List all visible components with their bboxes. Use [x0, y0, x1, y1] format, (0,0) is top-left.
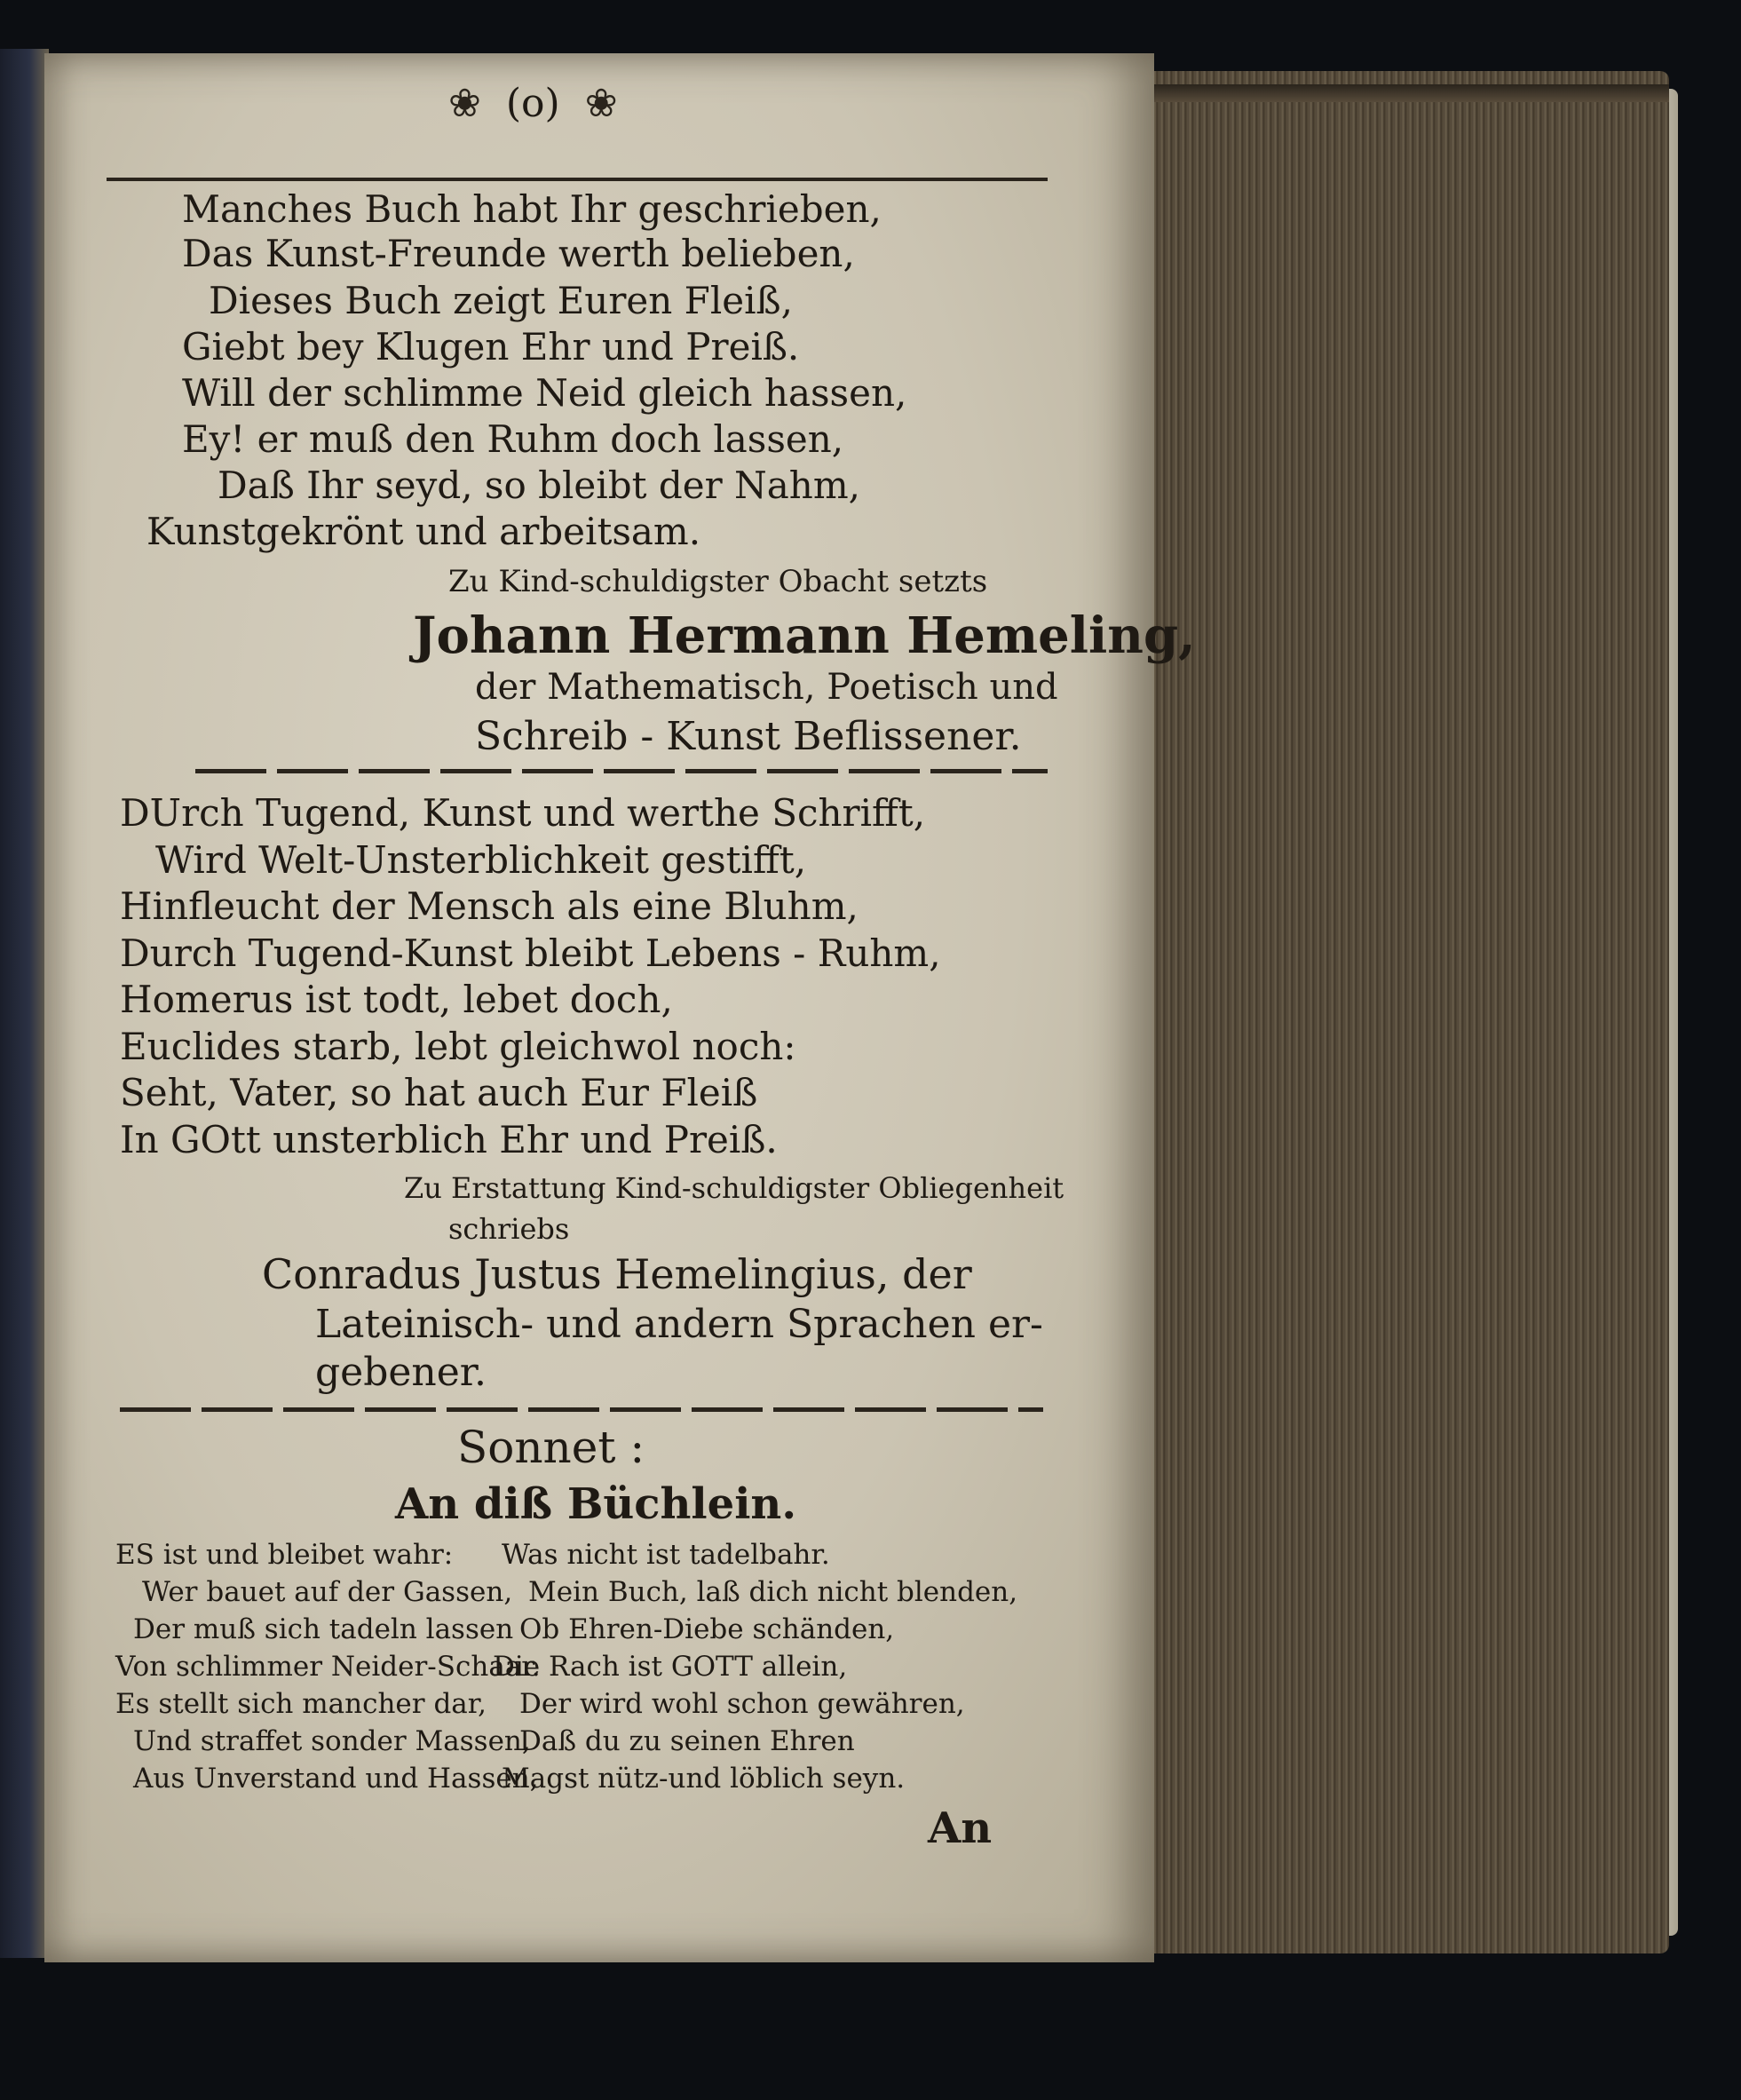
- poem-2-author: gebener.: [315, 1350, 487, 1395]
- sonnet-right-line: Was nicht ist tadelbahr.: [502, 1539, 830, 1571]
- sonnet-left-line: Aus Unverstand und Hassen,: [133, 1763, 539, 1795]
- sonnet-subtitle: An diß Büchlein.: [395, 1479, 797, 1529]
- sonnet-right-line: Ob Ehren-Diebe schänden,: [519, 1613, 895, 1645]
- sonnet-left-line: Es stellt sich mancher dar,: [115, 1688, 487, 1720]
- poem-1-line: Giebt bey Klugen Ehr und Preiß.: [182, 325, 800, 368]
- page-block-edges: [1145, 71, 1669, 1953]
- poem-1-line: Manches Buch habt Ihr geschrieben,: [182, 187, 882, 231]
- sonnet-left-line: Der muß sich tadeln lassen: [133, 1613, 514, 1645]
- page-header: [448, 81, 618, 126]
- printed-page: [44, 53, 1196, 1962]
- poem-1-line: Kunstgekrönt und arbeitsam.: [146, 510, 701, 553]
- sonnet-title: Sonnet :: [457, 1422, 645, 1473]
- sonnet-right-line: Die Rach ist GOTT allein,: [493, 1651, 848, 1683]
- catchword: An: [928, 1803, 993, 1853]
- sonnet-left-line: Und straffet sonder Massen,: [133, 1725, 531, 1757]
- poem-1-author-title: der Mathematisch, Poetisch und: [475, 667, 1058, 708]
- poem-1-line: Daß Ihr seyd, so bleibt der Nahm,: [218, 464, 861, 507]
- poem-2-line: Durch Tugend-Kunst bleibt Lebens - Ruhm,: [120, 931, 941, 975]
- poem-2-line: In GOtt unsterblich Ehr und Preiß.: [120, 1118, 778, 1161]
- page-marker: (o): [505, 81, 560, 126]
- poem-2-line: Euclides starb, lebt gleichwol noch:: [120, 1025, 796, 1068]
- flower-ornament-icon: ❀: [448, 81, 481, 126]
- poem-1-line: Dieses Buch zeigt Euren Fleiß,: [209, 279, 793, 322]
- poem-2-line: Homerus ist todt, lebet doch,: [120, 978, 673, 1021]
- book-cover-edge: [0, 49, 49, 1958]
- section-divider: [195, 769, 1048, 773]
- flower-ornament-icon: ❀: [584, 81, 618, 126]
- poem-2-line: Wird Welt-Unsterblichkeit gestifft,: [155, 838, 807, 882]
- poem-2-author: Conradus Justus Hemelingius, der: [262, 1250, 972, 1298]
- poem-2-dedication: Zu Erstattung Kind-schuldigster Obliegenheit: [404, 1171, 1064, 1205]
- sonnet-left-line: ES ist und bleibet wahr:: [115, 1539, 454, 1571]
- sonnet-right-line: Der wird wohl schon gewähren,: [519, 1688, 965, 1720]
- header-rule: [107, 178, 1048, 181]
- sonnet-right-line: Magst nütz-und löblich seyn.: [502, 1763, 906, 1795]
- poem-1-line: Will der schlimme Neid gleich hassen,: [182, 371, 907, 415]
- poem-1-line: Ey! er muß den Ruhm doch lassen,: [182, 417, 844, 461]
- poem-1-dedication: Zu Kind-schuldigster Obacht setzts: [448, 564, 988, 599]
- sonnet-right-line: Mein Buch, laß dich nicht blenden,: [528, 1576, 1018, 1608]
- page-block-top-shadow: [1145, 84, 1669, 102]
- poem-1-line: Das Kunst-Freunde werth belieben,: [182, 232, 855, 275]
- sonnet-right-line: Daß du zu seinen Ehren: [519, 1725, 855, 1757]
- sonnet-left-line: Wer bauet auf der Gassen,: [142, 1576, 513, 1608]
- sonnet-left-line: Von schlimmer Neider-Schaar.: [115, 1651, 541, 1683]
- poem-2-author: Lateinisch- und andern Sprachen er-: [315, 1302, 1043, 1347]
- poem-2-dedication: schriebs: [448, 1212, 570, 1246]
- section-divider: [120, 1407, 1043, 1412]
- poem-1-author-title: Schreib - Kunst Beflissener.: [475, 714, 1022, 759]
- poem-1-author: Johann Hermann Hemeling,: [413, 606, 1196, 665]
- poem-2-line: Hinfleucht der Mensch als eine Bluhm,: [120, 884, 859, 928]
- poem-2-line: Seht, Vater, so hat auch Eur Fleiß: [120, 1071, 758, 1114]
- poem-2-line: DUrch Tugend, Kunst und werthe Schrifft,: [120, 791, 926, 835]
